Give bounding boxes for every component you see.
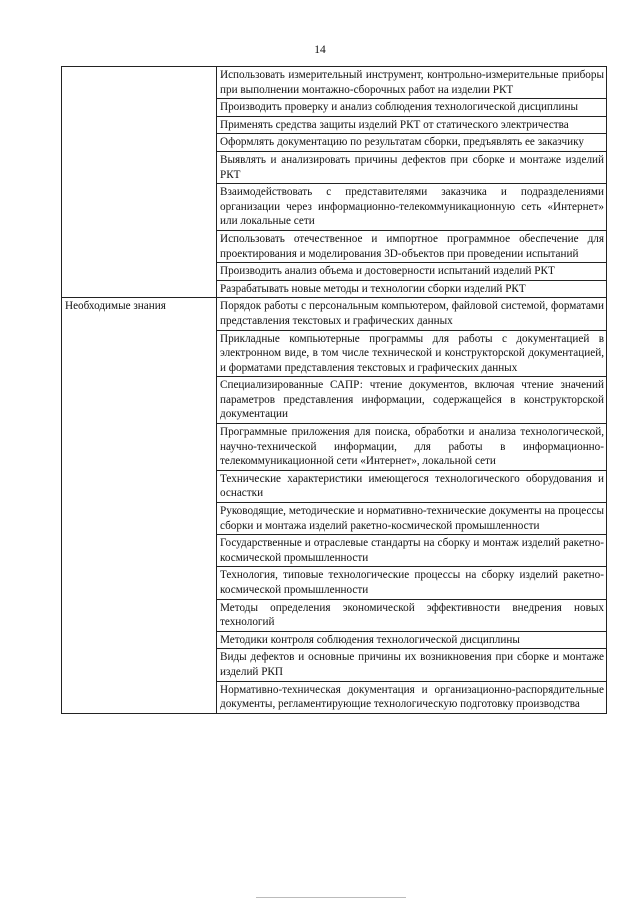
skills-row: [62, 280, 607, 298]
knowledge-item: Виды дефектов и основные причины их возникновения при сборке и монтаже изделий РКП: [217, 649, 607, 681]
knowledge-item: Технические характеристики имеющегося технологического оборудования и оснастки: [217, 470, 607, 502]
knowledge-item: Технология, типовые технологические процессы на сборку изделий ракетно-космической промышленности: [217, 567, 607, 599]
knowledge-row: [62, 424, 607, 471]
knowledge-label-cell: [62, 470, 217, 502]
skills-row: [62, 99, 607, 117]
skills-item: Разрабатывать новые методы и технологии сборки изделий РКТ: [217, 280, 607, 298]
knowledge-item: Государственные и отраслевые стандарты на сборку и монтаж изделий ракетно-космической промышленности: [217, 535, 607, 567]
knowledge-item: Программные приложения для поиска, обработки и анализа технологической, научно-технической информации, для работы в информационно-телекоммуникационной сети «Интернет», локальной сети: [217, 424, 607, 471]
footer-divider: [256, 897, 406, 898]
knowledge-row: [62, 631, 607, 649]
skills-item: Выявлять и анализировать причины дефектов при сборке и монтаже изделий РКТ: [217, 151, 607, 183]
knowledge-row: [62, 649, 607, 681]
skills-item: Использовать отечественное и импортное программное обеспечение для проектирования и моделирования 3D-объектов при проведении испытаний: [217, 230, 607, 262]
knowledge-item: Методы определения экономической эффективности внедрения новых технологий: [217, 599, 607, 631]
knowledge-label-cell: [62, 330, 217, 377]
knowledge-row: [62, 298, 607, 330]
knowledge-item: Прикладные компьютерные программы для работы с документацией в электронном виде, в том числе технической и конструкторской документацией, и форматами представления текстовых и графических данных: [217, 330, 607, 377]
skills-row: [62, 116, 607, 134]
skills-item: Оформлять документацию по результатам сборки, предъявлять ее заказчику: [217, 134, 607, 152]
knowledge-label-cell: [62, 599, 217, 631]
skills-row: [62, 263, 607, 281]
skills-row: [62, 134, 607, 152]
knowledge-label-cell: [62, 631, 217, 649]
skills-label-cell: [62, 99, 217, 117]
knowledge-row: [62, 503, 607, 535]
skills-item: Применять средства защиты изделий РКТ от статического электричества: [217, 116, 607, 134]
skills-label-cell: [62, 280, 217, 298]
skills-item: Производить анализ объема и достоверности испытаний изделий РКТ: [217, 263, 607, 281]
requirements-table-body: [62, 67, 607, 714]
knowledge-row: [62, 470, 607, 502]
knowledge-label-cell: [62, 567, 217, 599]
skills-label-cell: [62, 184, 217, 231]
knowledge-row: [62, 330, 607, 377]
skills-row: [62, 184, 607, 231]
knowledge-item: Методики контроля соблюдения технологической дисциплины: [217, 631, 607, 649]
skills-row: [62, 151, 607, 183]
knowledge-label-cell: [62, 377, 217, 424]
knowledge-row: [62, 535, 607, 567]
skills-item: Производить проверку и анализ соблюдения технологической дисциплины: [217, 99, 607, 117]
knowledge-row: [62, 567, 607, 599]
knowledge-label-cell: [62, 535, 217, 567]
knowledge-item: Нормативно-техническая документация и организационно-распорядительные документы, регламентирующие технологическую подготовку производства: [217, 681, 607, 713]
skills-label-cell: [62, 134, 217, 152]
knowledge-item: Специализированные САПР: чтение документов, включая чтение значений параметров представления информации, содержащейся в конструкторской документации: [217, 377, 607, 424]
skills-row: [62, 67, 607, 99]
skills-label-cell: [62, 151, 217, 183]
knowledge-row: [62, 681, 607, 713]
knowledge-label-cell: [62, 649, 217, 681]
skills-label-cell: [62, 230, 217, 262]
knowledge-row: [62, 377, 607, 424]
skills-item: Взаимодействовать с представителями заказчика и подразделениями организации через информационно-телекоммуникационную сеть «Интернет» или локальные сети: [217, 184, 607, 231]
requirements-table: [61, 66, 607, 714]
skills-item: Использовать измерительный инструмент, контрольно-измерительные приборы при выполнении монтажно-сборочных работ на изделии РКТ: [217, 67, 607, 99]
skills-label-cell: [62, 116, 217, 134]
knowledge-label-cell: [62, 681, 217, 713]
knowledge-label-cell: Необходимые знания: [62, 298, 217, 330]
knowledge-label-cell: [62, 503, 217, 535]
knowledge-item: Руководящие, методические и нормативно-технические документы на процессы сборки и монтажа изделий ракетно-космической промышленности: [217, 503, 607, 535]
skills-label-cell: [62, 263, 217, 281]
skills-label-cell: [62, 67, 217, 99]
knowledge-item: Порядок работы с персональным компьютером, файловой системой, форматами представления текстовых и графических данных: [217, 298, 607, 330]
knowledge-row: [62, 599, 607, 631]
knowledge-label-cell: [62, 424, 217, 471]
page-number: 14: [314, 44, 326, 56]
skills-row: [62, 230, 607, 262]
